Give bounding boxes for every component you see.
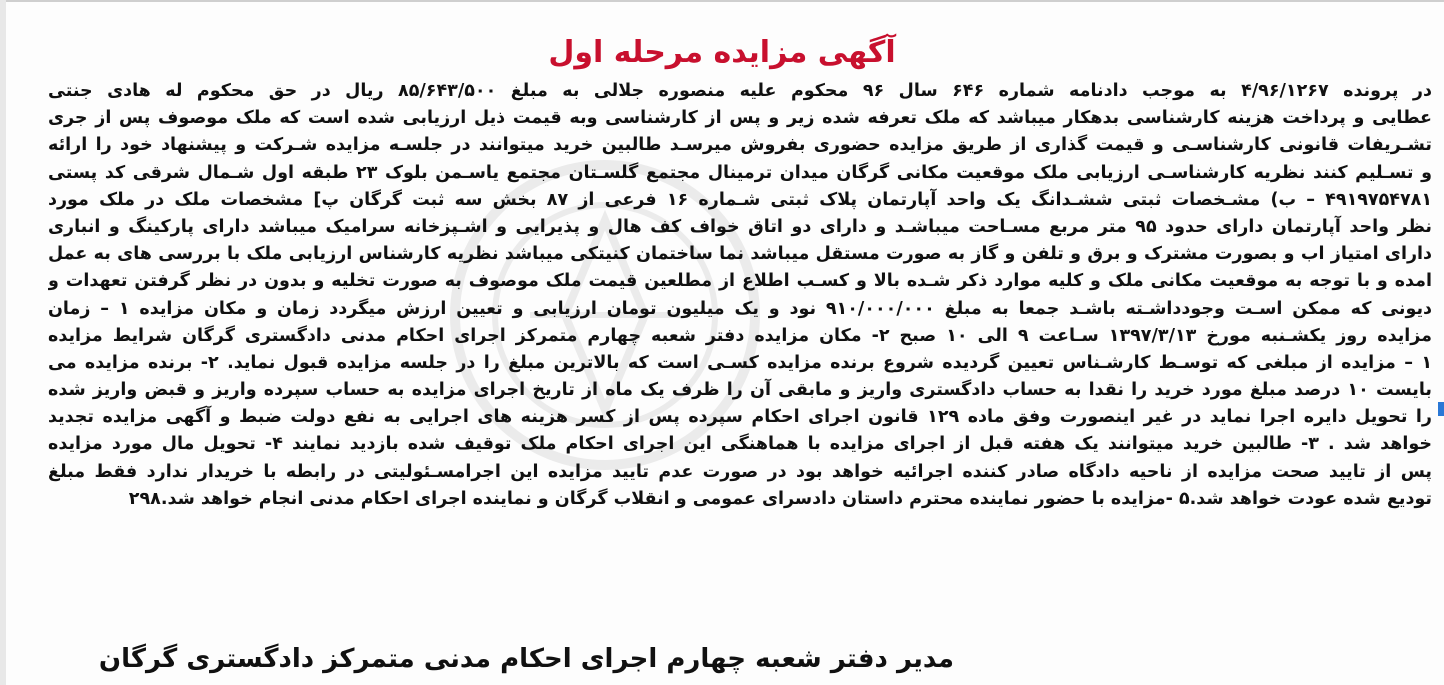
body-line: تودیع شده عودت خواهد شد.۵ -مزایده با حضور نماینده محترم داستان دادسرای عمومی و انقلاب گرگان و نماینده اجرای احکام مدنی انجام خواهد شد.۲۹۸ bbox=[128, 488, 1432, 509]
body-line: در پرونده ۴/۹۶/۱۲۶۷ به موجب دادنامه شماره ۶۴۶ سال ۹۶ محکوم علیه منصوره جلالی به مبلغ ۸۵/۶۴۳/۵۰۰ ریال در حق محکوم له هادی جنتی bbox=[48, 81, 1432, 101]
body-line: مزایده روز یکشـنبه مورخ ۱۳۹۷/۳/۱۳ سـاعت ۹ الی ۱۰ صبح ۲- مکان مزایده دفتر شعبه چهارم متمرکز اجرای احکام مدنی دادگستری گرگان شرایط مزایده bbox=[48, 325, 1432, 346]
body-line: و تسـلیم کنند نظریه کارشناسـی ارزیابی ملک موقعیت مکانی گرگان میدان ترمینال مجتمع گلسـتان مجتمع یاسـمن بلوک ۲۳ طبقه اول شـمال شرقی کد پستی bbox=[48, 162, 1432, 183]
left-border bbox=[0, 0, 6, 685]
body-line: عطایی و پرداخت هزینه کارشناسی بدهکار میباشد که ملک تعرفه شده زیر و پس از کارشناسی وبه قیمت ذیل ارزیابی شده است که ملک موصوف پس از جری bbox=[48, 108, 1432, 129]
edge-marker bbox=[1438, 402, 1444, 416]
notice-body bbox=[48, 78, 1432, 513]
signature-text: مدیر دفتر شعبه چهارم اجرای احکام مدنی متمرکز دادگستری گرگان bbox=[98, 644, 954, 674]
body-line: امده و با توجه به موقعیت مکانی ملک و کلیه موارد ذکر شـده بالا و کسـب اطلاع از مطلعین قیمت ملک موصوف به صورت تخلیه و بدون در نظر گرفتن تعهدات و bbox=[48, 271, 1432, 292]
signature-line bbox=[40, 640, 1424, 678]
body-line: خواهد شد . ۳- طالبین خرید میتوانند یک هفته قبل از اجرای مزایده با هماهنگی این اجرای احکام ملک توقیف شده بازدید نمایند ۴- تحویل مال مورد مزایده bbox=[48, 434, 1432, 455]
body-line: تشـریفات قانونی کارشناسـی و قیمت گذاری از طریق مزایده حضوری بفروش میرسـد طالبین خرید میتوانند در جلسـه مزایده شـرکت و پیشنهاد خود را ارائه bbox=[48, 135, 1432, 156]
body-line: پس از تایید صحت مزایده از ناحیه دادگاه صادر کننده اجرائیه خواهد بود در صورت عدم تایید مزایده این اجرامسـئولیتی در رابطه با خریدار ندارد فقط مبلغ bbox=[48, 461, 1432, 482]
body-line: ۴۹۱۹۷۵۴۷۸۱ – ب) مشـخصات ثبتی ششـدانگ یک واحد آپارتمان پلاک ثبتی شـماره ۱۶ فرعی از ۸۷ بخش سه ثبت گرگان پ] مشخصات ملک در ملک مورد bbox=[48, 189, 1432, 210]
body-line: دارای امتیاز اب و بصورت مشترک و برق و تلفن و گاز به صورت مستقل میباشد نما ساختمان کنیتکی میباشد نظریه کارشناس ارزیابی ملک با بررسی های به عمل bbox=[48, 244, 1432, 265]
body-line: را تحویل دایره اجرا نماید در غیر اینصورت وفق ماده ۱۲۹ قانون اجرای احکام سپرده پس از کسر هزینه های اجرایی به نفع دولت ضبط و آگهی مزایده تجدید bbox=[48, 407, 1432, 428]
body-line: دیونی که ممکن اسـت وجودداشـته باشـد جمعا به مبلغ ۹۱۰/۰۰۰/۰۰۰ نود و یک میلیون تومان ارزیابی و تعیین ارزش میگردد زمان و مکان مزایده ۱ – زمان bbox=[48, 298, 1432, 319]
notice-title: آگهی مزایده مرحله اول bbox=[548, 35, 896, 70]
body-line: ۱ – مزایده از مبلغی که توسـط کارشـناس تعیین گردیده شروع برنده مزایده کسـی است که بالاترین مبلغ را در جلسه مزایده قبول نماید. ۲- برنده مزایده می bbox=[48, 352, 1432, 373]
body-line: بایست ۱۰ درصد مبلغ مورد خرید را نقدا به حساب دادگستری واریز و مابقی آن را ظرف یک ماه از تاریخ اجرای مزایده به حساب سپرده واریز و قبض واریز شده bbox=[48, 380, 1432, 401]
body-line: نظر واحد آپارتمان دارای حدود ۹۵ متر مربع مسـاحت میباشـد و دارای دو اتاق خواف کف هال و پذیرایی و اشـپزخانه سرامیک میباشد دارای پارکینگ و انباری bbox=[48, 216, 1432, 237]
top-border bbox=[0, 0, 1444, 2]
